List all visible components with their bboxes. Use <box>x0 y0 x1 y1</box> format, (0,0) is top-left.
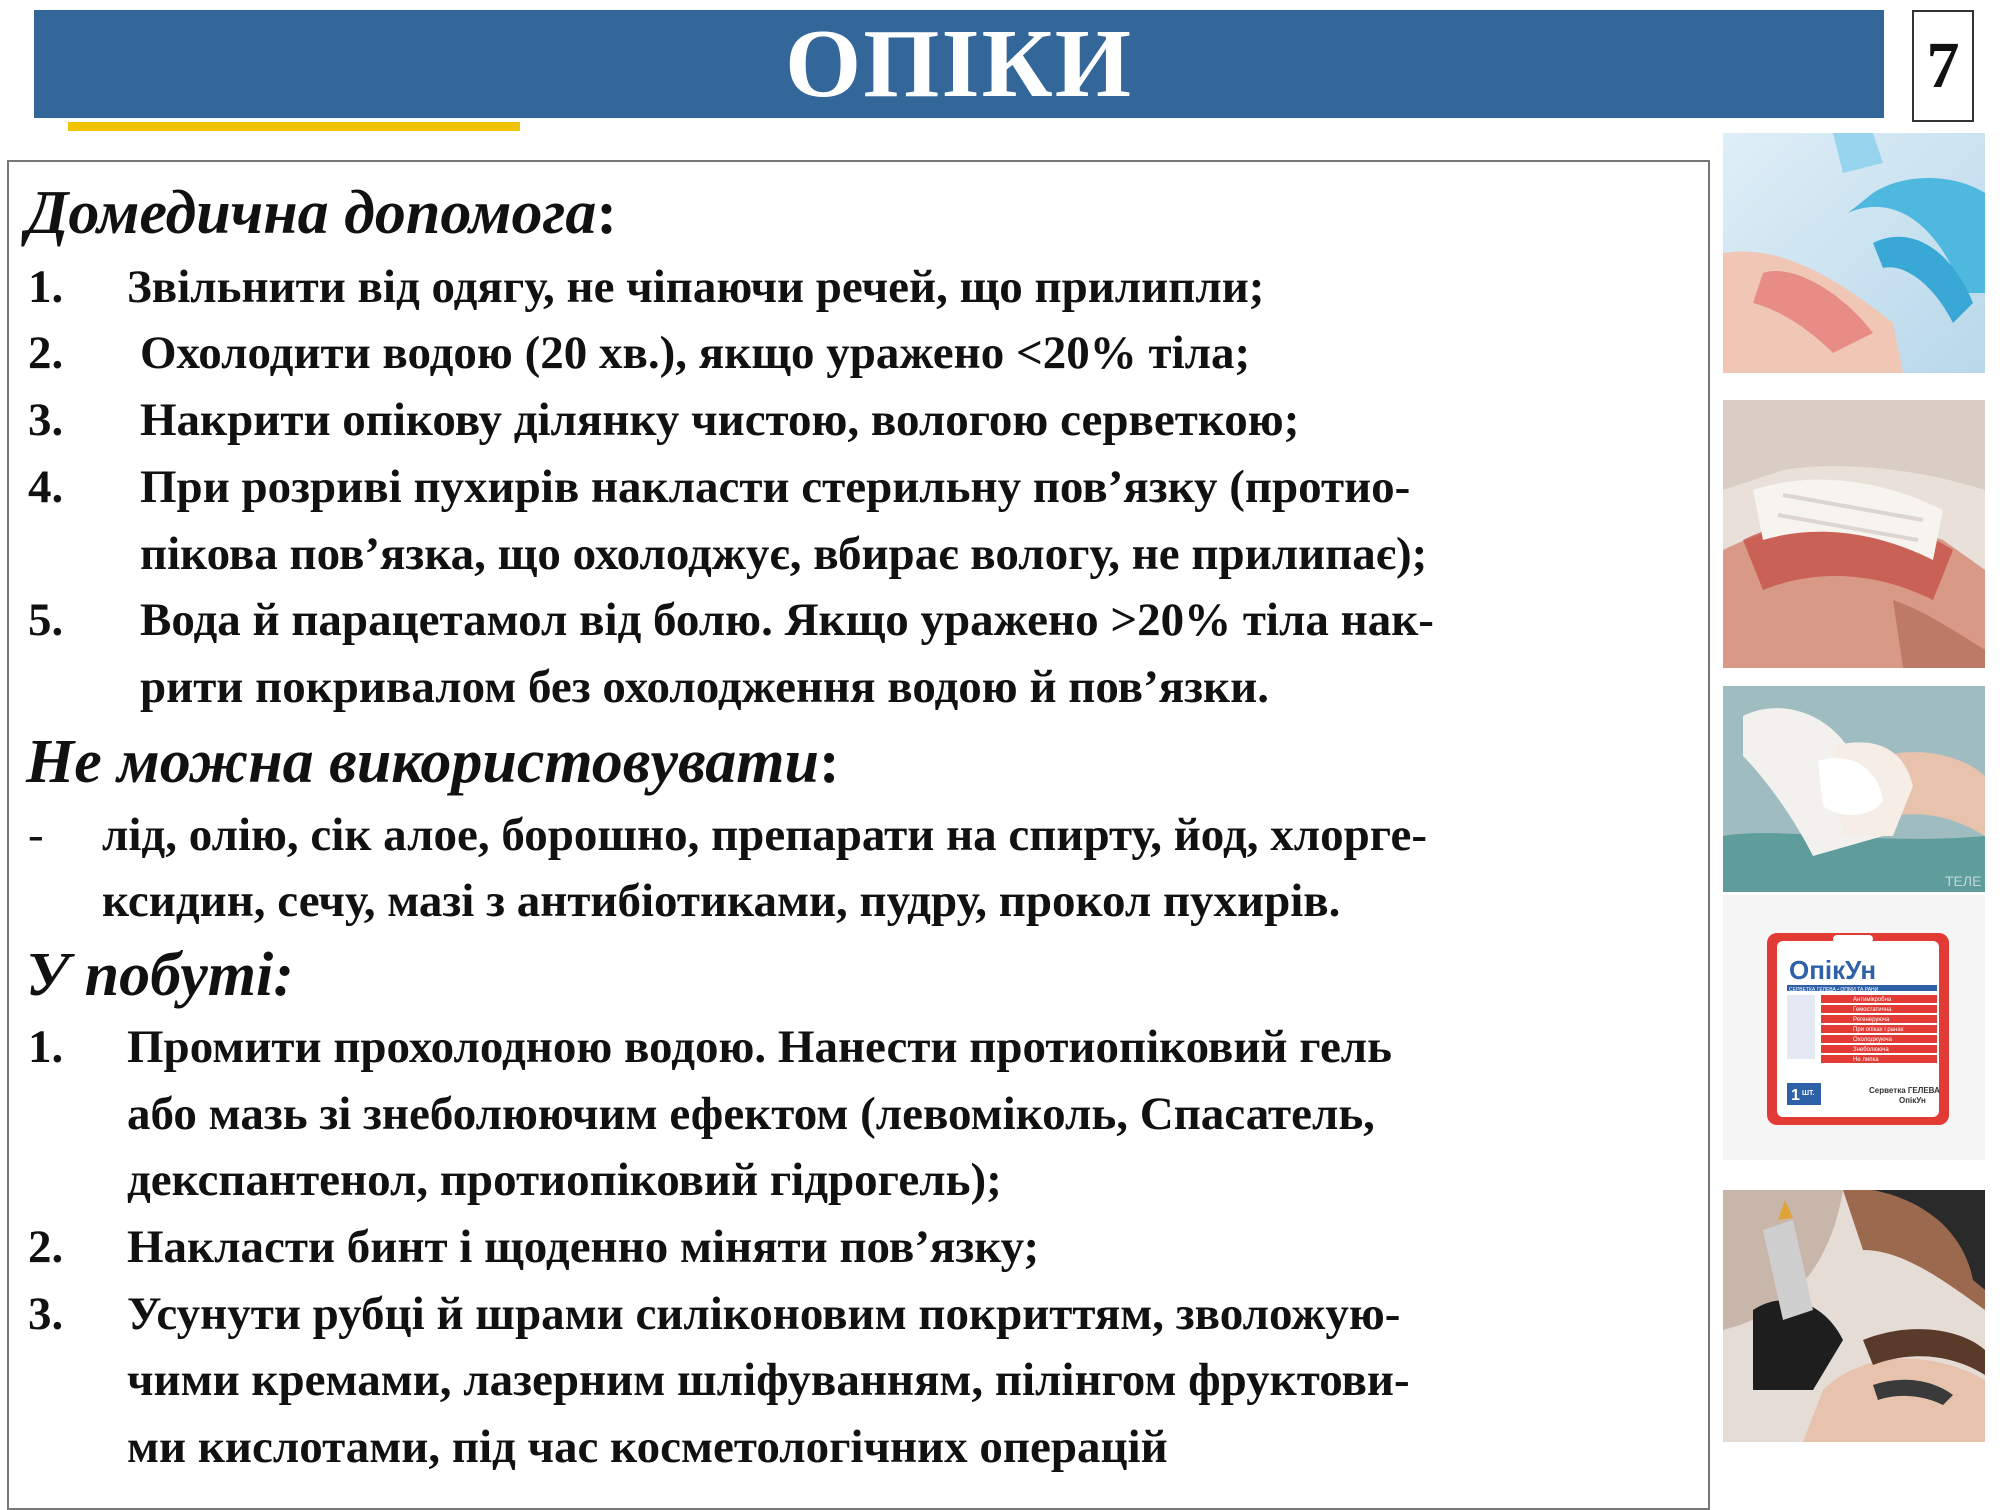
page-title: ОПІКИ <box>785 10 1133 118</box>
first-aid-item-5-line-2: рити покривалом без охолодження водою й пов’язки. <box>140 661 1269 713</box>
product-caption-brand: ОпікУн <box>1899 1096 1926 1105</box>
prohibited-line-1: лід, олію, сік алое, борошно, препарати на спирту, йод, хлорге- <box>102 809 1427 861</box>
product-brand: ОпікУн <box>1789 955 1877 985</box>
product-subtitle: СЕРВЕТКА ГЕЛЕВА • ОПІКИ ТА РАНИ <box>1789 987 1879 993</box>
heading-prohibited-text: Не можна використовувати <box>26 728 819 796</box>
household-item-1-line-2: або мазь зі знеболюючим ефектом (левоміколь, Спасатель, <box>127 1088 1375 1140</box>
heading-colon: : <box>818 728 840 796</box>
household-number-2: 2. <box>28 1221 64 1273</box>
heading-colon: : <box>596 179 618 247</box>
heading-first-aid <box>26 178 617 249</box>
household-item-3-line-3: ми кислотами, під час косметологічних операцій <box>127 1421 1168 1473</box>
first-aid-item-5-line-1: Вода й парацетамол від болю. Якщо уражено >20% тіла нак- <box>140 594 1434 646</box>
first-aid-item-4-line-2: пікова пов’язка, що охолоджує, вбирає вологу, не прилипає); <box>140 528 1428 580</box>
photo-watermark: ТЕЛЕ <box>1945 873 1982 889</box>
first-aid-item-4-line-1: При розриві пухирів накласти стерильну пов’язку (протио- <box>140 461 1411 513</box>
first-aid-number-1: 1. <box>28 261 64 313</box>
first-aid-number-2: 2. <box>28 327 64 379</box>
product-count-unit: ШТ. <box>1802 1090 1815 1097</box>
photo-bandaging-hand <box>1723 400 1985 668</box>
first-aid-number-3: 3. <box>28 394 64 446</box>
photo-laser-procedure <box>1723 1190 1985 1442</box>
household-item-3-line-2: чими кремами, лазерним шліфуванням, пілінгом фруктови- <box>127 1354 1410 1406</box>
household-number-1: 1. <box>28 1021 64 1073</box>
photo-cooling-burn <box>1723 133 1985 373</box>
accent-underline <box>68 122 520 131</box>
product-feature-6: Знеболююча <box>1853 1047 1889 1053</box>
product-feature-4: При опіках і ранах <box>1853 1027 1904 1033</box>
page-number: 7 <box>1912 10 1974 122</box>
household-item-3-line-1: Усунути рубці й шрами силіконовим покриттям, зволожую- <box>127 1288 1401 1340</box>
first-aid-number-5: 5. <box>28 594 64 646</box>
household-number-3: 3. <box>28 1288 64 1340</box>
product-feature-1: Антимікробна <box>1853 997 1892 1003</box>
heading-first-aid-text: Домедична допомога <box>26 179 597 247</box>
product-count: 1 <box>1791 1087 1800 1104</box>
first-aid-item-1: Звільнити від одягу, не чіпаючи речей, що прилипли; <box>127 261 1265 313</box>
product-feature-5: Охолоджуюча <box>1853 1037 1892 1043</box>
product-feature-2: Гемостатична <box>1853 1007 1892 1013</box>
product-feature-7: Не липка <box>1853 1057 1879 1063</box>
photo-gloved-dressing <box>1723 686 1985 892</box>
heading-household: У побуті: <box>26 941 294 1009</box>
prohibited-line-2: ксидин, сечу, мазі з антибіотиками, пудру, прокол пухирів. <box>102 875 1341 927</box>
first-aid-item-3: Накрити опікову ділянку чистою, вологою серветкою; <box>140 394 1300 446</box>
product-feature-3: Регенеруюча <box>1853 1017 1890 1023</box>
heading-prohibited <box>26 727 840 798</box>
household-item-1-line-3: декспантенол, протиопіковий гідрогель); <box>127 1154 1002 1206</box>
product-caption: Серветка ГЕЛЕВА <box>1869 1086 1940 1095</box>
first-aid-item-2: Охолодити водою (20 хв.), якщо уражено <20% тіла; <box>140 327 1251 379</box>
photo-product-package <box>1723 895 1985 1160</box>
prohibited-bullet: - <box>28 809 44 861</box>
first-aid-number-4: 4. <box>28 461 64 513</box>
household-item-2: Накласти бинт і щоденно міняти пов’язку; <box>127 1221 1040 1273</box>
household-item-1-line-1: Промити прохолодною водою. Нанести протиопіковий гель <box>127 1021 1393 1073</box>
